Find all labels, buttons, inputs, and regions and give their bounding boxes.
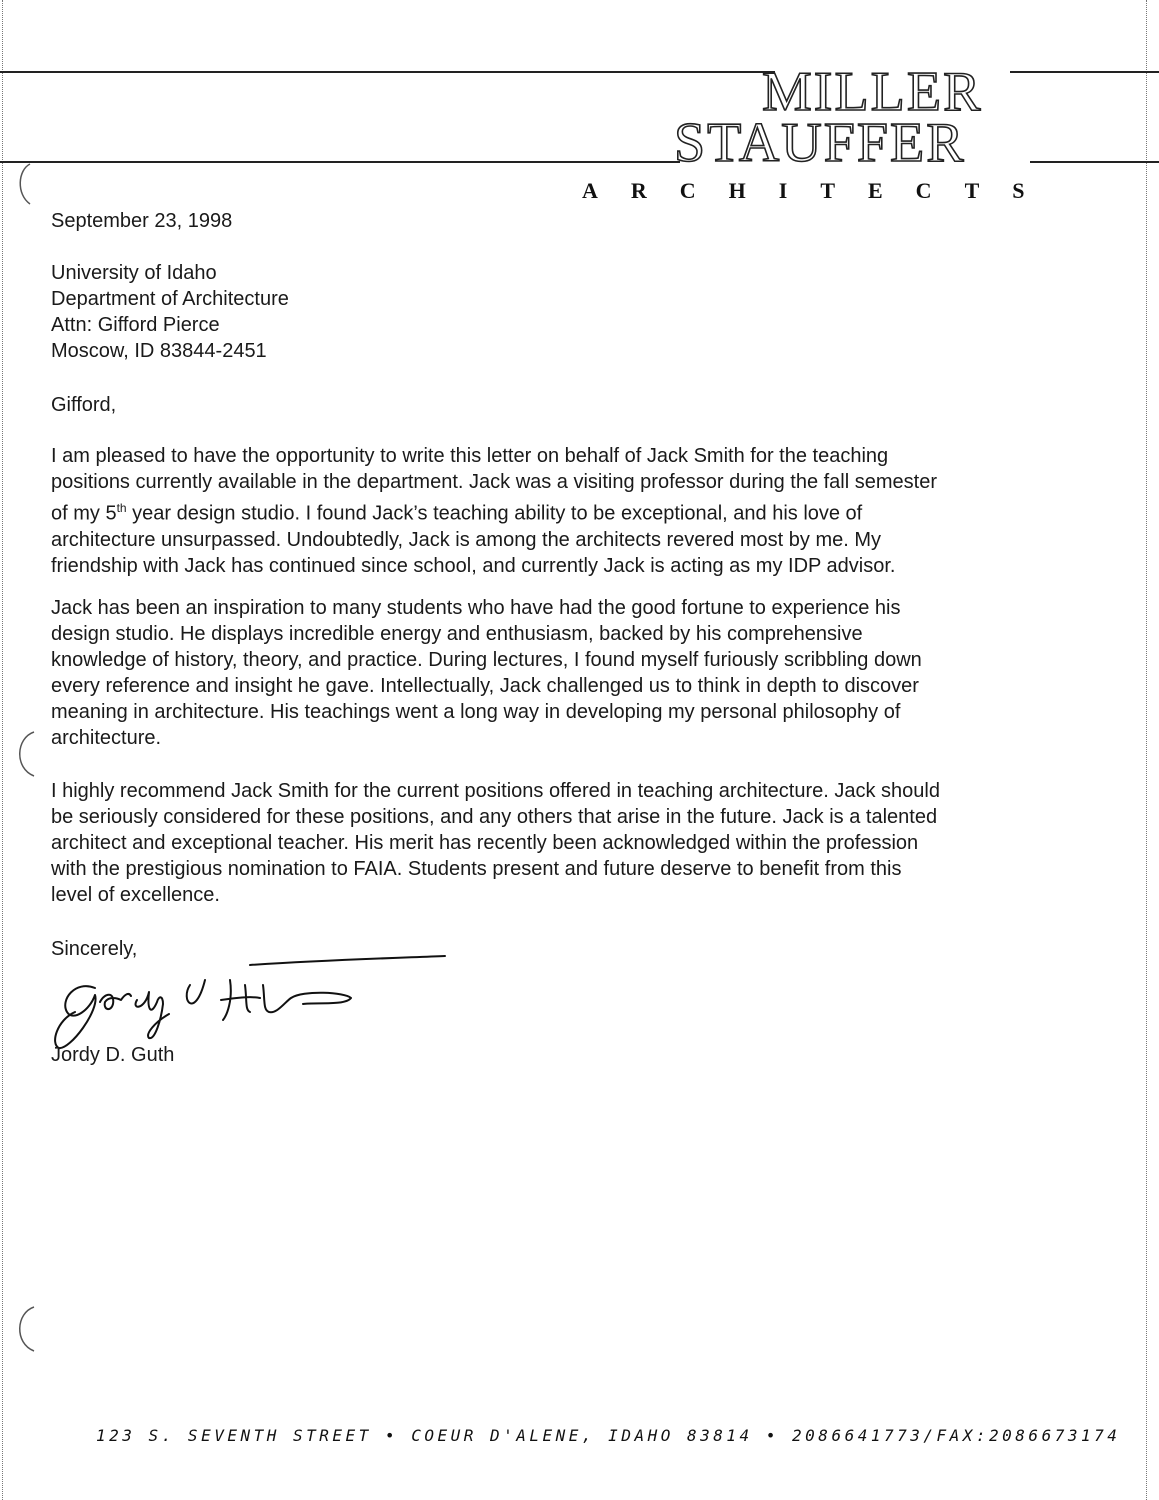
body-paragraph-3 <box>51 778 1091 908</box>
paragraph-line: architecture. <box>51 727 162 749</box>
body-paragraph-1 <box>51 443 1091 579</box>
footer-address: 123 S. SEVENTH STREET • COEUR D'ALENE, IDAHO 83814 • 2086641773/FAX:2086673174 <box>96 1426 1121 1445</box>
logo-subtitle: ARCHITECTS <box>582 178 1058 203</box>
punch-hole-bottom <box>12 1305 42 1353</box>
closing: Sincerely, <box>51 938 138 960</box>
paragraph-line: Jack has been an inspiration to many students who have had the good fortune to experience his <box>51 597 901 619</box>
letter-date: September 23, 1998 <box>51 210 233 232</box>
recipient-line: Moscow, ID 83844-2451 <box>51 340 267 362</box>
letterhead-bottom-rule-right <box>1030 161 1159 163</box>
scan-left-edge <box>2 0 3 1500</box>
paragraph-line: friendship with Jack has continued since school, and currently Jack is acting as my IDP advisor. <box>51 554 896 577</box>
paragraph-line: I am pleased to have the opportunity to write this letter on behalf of Jack Smith for the teaching <box>51 445 889 467</box>
line-text: year design studio. I found Jack’s teaching ability to be exceptional, and his love of <box>126 502 863 525</box>
letterhead-top-rule-right <box>1010 71 1159 73</box>
paragraph-line: meaning in architecture. His teachings went a long way in developing my personal philosophy of <box>51 701 901 723</box>
paragraph-line: design studio. He displays incredible energy and enthusiasm, backed by his comprehensive <box>51 623 863 645</box>
punch-hole-top <box>12 160 42 208</box>
salutation: Gifford, <box>51 394 117 416</box>
logo-line-miller: MILLER <box>762 61 983 123</box>
recipient-line: Attn: Gifford Pierce <box>51 314 220 336</box>
letterhead-bottom-rule <box>0 161 680 163</box>
paragraph-line: level of excellence. <box>51 884 220 906</box>
paragraph-line: knowledge of history, theory, and practice. During lectures, I found myself furiously scribbling down <box>51 649 922 671</box>
line-text: of my 5 <box>51 502 117 525</box>
paragraph-line <box>51 495 1091 527</box>
signer-name: Jordy D. Guth <box>51 1044 175 1066</box>
punch-hole-middle <box>12 730 42 778</box>
paragraph-line: every reference and insight he gave. Intellectually, Jack challenged us to think in depth to discover <box>51 675 919 697</box>
paragraph-line: architect and exceptional teacher. His merit has recently been acknowledged within the profession <box>51 832 919 854</box>
letterhead-top-rule <box>0 71 775 73</box>
ordinal-superscript: th <box>116 501 127 515</box>
scan-right-edge <box>1146 0 1147 1500</box>
paragraph-line: positions currently available in the department. Jack was a visiting professor during the fall semester <box>51 471 937 493</box>
body-paragraph-2 <box>51 595 1091 751</box>
paragraph-line: with the prestigious nomination to FAIA. Students present and future deserve to benefit from this <box>51 858 902 880</box>
paragraph-line: architecture unsurpassed. Undoubtedly, Jack is among the architects revered most by me. My <box>51 528 882 551</box>
paragraph-line: I highly recommend Jack Smith for the current positions offered in teaching architecture. Jack should <box>51 780 940 802</box>
logo-line-stauffer: STAUFFER <box>674 112 966 174</box>
recipient-line: University of Idaho <box>51 262 217 284</box>
paragraph-line: be seriously considered for these positions, and any others that arise in the future. Jack is a talented <box>51 806 938 828</box>
recipient-line: Department of Architecture <box>51 288 289 310</box>
